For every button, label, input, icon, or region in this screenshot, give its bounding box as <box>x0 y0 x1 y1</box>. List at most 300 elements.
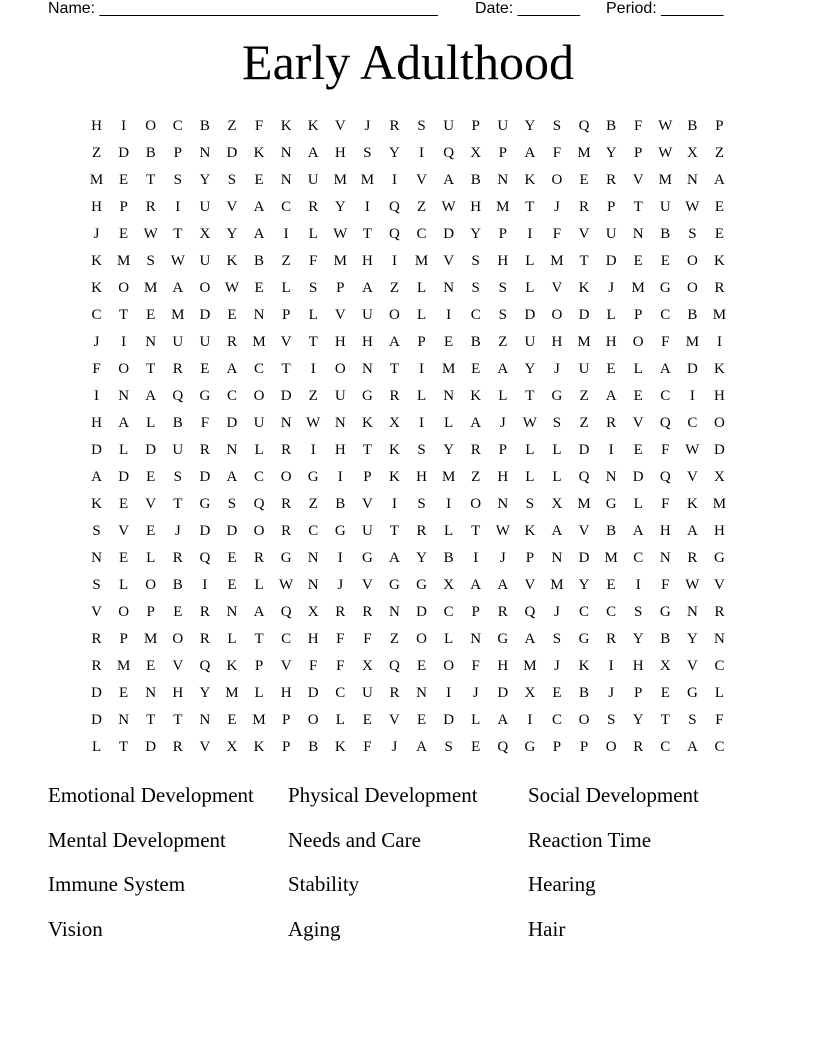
grid-letter: V <box>280 334 292 350</box>
grid-letter: B <box>660 631 671 647</box>
grid-letter: H <box>497 658 509 674</box>
grid-letter: H <box>361 253 373 269</box>
grid-letter: F <box>309 658 318 674</box>
grid-letter: Z <box>714 145 725 161</box>
grid-letter: E <box>227 577 237 593</box>
grid-letter: M <box>144 280 158 296</box>
grid-letter: H <box>307 631 319 647</box>
grid-letter: O <box>145 577 157 593</box>
grid-letter: D <box>145 442 157 458</box>
grid-letter: T <box>660 712 670 728</box>
grid-letter: A <box>361 280 373 296</box>
grid-letter: F <box>92 361 101 377</box>
grid-letter: H <box>91 199 102 215</box>
grid-letter: N <box>497 496 509 512</box>
grid-letter: F <box>552 145 562 161</box>
name-field: Name: ______________________________________ <box>48 0 438 17</box>
grid-letter: G <box>361 388 373 404</box>
grid-letter: S <box>417 442 426 458</box>
grid-letter: M <box>631 280 645 296</box>
grid-letter: A <box>497 712 509 728</box>
grid-letter: V <box>578 523 590 539</box>
grid-letter: L <box>146 550 156 566</box>
grid-letter: O <box>686 280 698 296</box>
grid-letter: R <box>91 658 102 674</box>
grid-letter: I <box>689 388 695 404</box>
grid-letter: W <box>522 415 537 431</box>
grid-letter: S <box>552 415 562 431</box>
grid-letter: M <box>550 577 564 593</box>
grid-letter: B <box>443 550 454 566</box>
grid-letter: R <box>606 415 617 431</box>
grid-letter: A <box>470 415 482 431</box>
grid-letter: L <box>552 442 562 458</box>
grid-letter: N <box>605 469 617 485</box>
grid-letter: D <box>145 739 157 755</box>
grid-letter: S <box>688 712 697 728</box>
grid-letter: C <box>335 685 346 701</box>
grid-letter: A <box>524 631 536 647</box>
grid-letter: A <box>605 388 617 404</box>
grid-letter: M <box>550 253 564 269</box>
grid-letter: P <box>254 658 264 674</box>
grid-letter: E <box>416 658 427 674</box>
grid-letter: M <box>252 712 266 728</box>
grid-letter: F <box>363 631 372 647</box>
grid-letter: N <box>280 172 292 188</box>
grid-letter: F <box>661 577 670 593</box>
grid-letter: J <box>499 415 506 431</box>
grid-letter: O <box>714 415 725 431</box>
grid-letter: L <box>498 388 508 404</box>
grid-letter: H <box>632 658 644 674</box>
grid-letter: I <box>337 550 343 566</box>
word-list-item: Immune System <box>48 872 186 896</box>
grid-letter: Z <box>471 469 481 485</box>
page-title: Early Adulthood <box>242 34 574 90</box>
grid-letter: S <box>309 280 318 296</box>
grid-letter: G <box>199 388 211 404</box>
grid-letter: A <box>253 199 265 215</box>
grid-letter: G <box>686 685 698 701</box>
word-list-item: Hair <box>528 916 566 941</box>
grid-letter: G <box>361 550 373 566</box>
grid-letter: J <box>391 739 398 755</box>
grid-letter: V <box>686 658 698 674</box>
grid-letter: S <box>417 118 426 134</box>
grid-letter: M <box>360 172 375 188</box>
grid-letter: R <box>714 280 725 296</box>
grid-letter: S <box>525 496 535 512</box>
grid-letter: T <box>254 631 264 647</box>
grid-letter: R <box>281 496 292 512</box>
grid-letter: S <box>363 145 372 161</box>
grid-letter: G <box>280 550 292 566</box>
grid-letter: X <box>443 577 455 593</box>
grid-letter: A <box>389 550 400 566</box>
grid-letter: I <box>608 442 614 458</box>
grid-letter: D <box>686 361 698 377</box>
grid-letter: V <box>361 496 373 512</box>
grid-letter: W <box>143 226 158 242</box>
grid-letter: F <box>336 631 345 647</box>
grid-letter: K <box>253 145 265 161</box>
grid-letter: C <box>470 307 481 323</box>
grid-letter: P <box>552 739 562 755</box>
grid-letter: F <box>634 118 643 134</box>
grid-letter: D <box>578 442 590 458</box>
grid-letter: I <box>175 199 181 215</box>
grid-letter: O <box>118 361 130 377</box>
grid-letter: U <box>578 361 590 377</box>
grid-letter: J <box>337 577 344 593</box>
grid-letter: N <box>280 145 292 161</box>
grid-letter: L <box>254 442 264 458</box>
grid-letter: B <box>687 307 698 323</box>
grid-letter: X <box>714 469 725 485</box>
grid-letter: R <box>91 631 102 647</box>
grid-letter: E <box>416 712 427 728</box>
grid-letter: V <box>280 658 292 674</box>
grid-letter: P <box>119 631 128 647</box>
grid-letter: S <box>552 118 562 134</box>
grid-letter: V <box>145 496 157 512</box>
grid-letter: V <box>334 118 346 134</box>
grid-letter: V <box>443 253 455 269</box>
grid-letter: E <box>444 334 454 350</box>
word-list <box>48 780 768 958</box>
grid-letter: R <box>308 199 319 215</box>
grid-letter: E <box>606 361 616 377</box>
grid-letter: F <box>336 658 345 674</box>
grid-letter: Z <box>389 280 400 296</box>
grid-letter: C <box>579 604 590 620</box>
grid-letter: U <box>361 307 373 323</box>
grid-letter: Q <box>578 118 590 134</box>
grid-letter: C <box>308 523 319 539</box>
grid-letter: F <box>200 415 210 431</box>
grid-letter: M <box>712 307 727 323</box>
grid-letter: L <box>254 577 264 593</box>
grid-letter: A <box>118 415 130 431</box>
grid-letter: A <box>253 226 265 242</box>
grid-letter: U <box>307 172 319 188</box>
grid-letter: T <box>362 442 372 458</box>
grid-letter: R <box>389 388 400 404</box>
grid-letter: R <box>389 118 400 134</box>
grid-letter: H <box>334 334 346 350</box>
grid-letter: L <box>444 415 454 431</box>
grid-letter: J <box>93 226 100 242</box>
grid-letter: R <box>497 604 508 620</box>
grid-letter: Z <box>91 145 102 161</box>
grid-letter: P <box>363 469 372 485</box>
grid-letter: M <box>116 658 131 674</box>
grid-letter: G <box>334 523 346 539</box>
grid-letter: R <box>172 550 183 566</box>
grid-letter: C <box>606 604 617 620</box>
grid-letter: E <box>471 739 481 755</box>
grid-letter: I <box>446 685 452 701</box>
grid-letter: F <box>471 658 480 674</box>
grid-letter: V <box>524 577 536 593</box>
grid-letter: V <box>226 199 238 215</box>
grid-letter: R <box>389 685 400 701</box>
grid-letter: B <box>308 739 319 755</box>
grid-letter: O <box>389 307 400 323</box>
grid-letter: P <box>471 118 480 134</box>
grid-letter: A <box>226 469 238 485</box>
grid-letter: S <box>606 712 616 728</box>
grid-letter: W <box>685 199 700 215</box>
grid-letter: C <box>91 307 102 323</box>
grid-letter: Z <box>308 496 318 512</box>
grid-letter: P <box>606 199 616 215</box>
grid-letter: N <box>145 334 157 350</box>
grid-letter: C <box>254 361 265 377</box>
grid-letter: S <box>552 631 562 647</box>
grid-letter: J <box>554 604 560 620</box>
grid-letter: P <box>173 145 182 161</box>
grid-letter: O <box>686 253 698 269</box>
grid-letter: U <box>199 253 211 269</box>
grid-letter: K <box>307 118 319 134</box>
grid-letter: I <box>419 145 425 161</box>
grid-letter: Y <box>524 118 536 134</box>
grid-letter: L <box>335 712 345 728</box>
grid-letter: K <box>389 469 400 485</box>
grid-letter: T <box>146 172 156 188</box>
grid-letter: K <box>714 361 725 377</box>
grid-letter: N <box>334 415 346 431</box>
grid-letter: T <box>525 388 535 404</box>
grid-letter: R <box>416 523 427 539</box>
grid-letter: Q <box>253 496 265 512</box>
grid-letter: Q <box>172 388 184 404</box>
grid-letter: S <box>173 469 182 485</box>
grid-letter: D <box>578 550 590 566</box>
grid-letter: E <box>146 658 156 674</box>
grid-letter: B <box>579 685 590 701</box>
grid-letter: Q <box>199 550 211 566</box>
grid-letter: G <box>659 280 671 296</box>
grid-letter: D <box>118 145 130 161</box>
grid-letter: N <box>307 550 319 566</box>
grid-letter: D <box>91 712 102 728</box>
grid-letter: Y <box>470 226 482 242</box>
grid-letter: E <box>714 199 725 215</box>
grid-letter: R <box>199 631 210 647</box>
grid-letter: A <box>497 577 509 593</box>
grid-letter: I <box>310 442 316 458</box>
grid-letter: V <box>632 415 644 431</box>
grid-letter: G <box>416 577 427 593</box>
grid-letter: D <box>416 604 427 620</box>
grid-letter: E <box>606 577 616 593</box>
grid-letter: A <box>714 172 725 188</box>
grid-letter: A <box>172 280 184 296</box>
grid-letter: T <box>389 361 400 377</box>
grid-letter: N <box>416 685 427 701</box>
grid-letter: K <box>334 739 346 755</box>
grid-letter: P <box>634 145 643 161</box>
grid-letter: P <box>715 118 724 134</box>
grid-letter: N <box>632 226 644 242</box>
grid-letter: B <box>660 226 671 242</box>
grid-letter: D <box>443 226 455 242</box>
grid-letter: E <box>119 685 129 701</box>
grid-letter: F <box>661 334 670 350</box>
grid-letter: E <box>254 172 264 188</box>
grid-letter: D <box>605 253 617 269</box>
grid-letter: K <box>226 658 238 674</box>
grid-letter: E <box>471 361 481 377</box>
grid-letter: H <box>497 469 509 485</box>
grid-letter: H <box>714 388 725 404</box>
grid-letter: B <box>606 118 617 134</box>
grid-letter: I <box>202 577 208 593</box>
word-list-item: Emotional Development <box>48 783 254 807</box>
grid-letter: A <box>307 145 319 161</box>
grid-letter: M <box>577 334 591 350</box>
grid-letter: O <box>172 631 184 647</box>
grid-letter: W <box>685 442 700 458</box>
grid-letter: L <box>606 307 616 323</box>
grid-letter: D <box>307 685 319 701</box>
grid-letter: D <box>118 469 130 485</box>
grid-letter: F <box>661 442 670 458</box>
grid-letter: R <box>199 604 210 620</box>
grid-letter: Q <box>659 415 671 431</box>
grid-letter: S <box>688 226 697 242</box>
grid-letter: I <box>391 496 397 512</box>
grid-letter: J <box>93 334 100 350</box>
grid-letter: B <box>687 118 698 134</box>
grid-letter: I <box>364 199 370 215</box>
grid-letter: B <box>172 577 183 593</box>
grid-letter: D <box>443 712 455 728</box>
grid-letter: T <box>281 361 291 377</box>
grid-letter: X <box>686 145 698 161</box>
grid-letter: Z <box>498 334 508 350</box>
grid-letter: D <box>280 388 292 404</box>
grid-letter: T <box>389 523 400 539</box>
grid-letter: Z <box>389 631 400 647</box>
grid-letter: J <box>499 550 506 566</box>
grid-letter: C <box>551 712 562 728</box>
grid-letter: D <box>497 685 509 701</box>
grid-letter: R <box>226 334 237 350</box>
grid-letter: C <box>660 307 671 323</box>
grid-letter: K <box>226 253 238 269</box>
grid-letter: H <box>91 118 102 134</box>
grid-letter: M <box>414 253 429 269</box>
grid-letter: N <box>551 550 563 566</box>
grid-letter: K <box>91 496 102 512</box>
grid-letter: Y <box>226 226 238 242</box>
grid-letter: K <box>524 523 536 539</box>
grid-letter: X <box>659 658 671 674</box>
grid-letter: L <box>525 253 535 269</box>
grid-letter: Y <box>632 631 644 647</box>
grid-letter: X <box>551 496 563 512</box>
grid-letter: L <box>714 685 725 701</box>
grid-letter: J <box>174 523 181 539</box>
grid-letter: X <box>524 685 536 701</box>
grid-letter: E <box>227 307 237 323</box>
grid-letter: N <box>443 388 455 404</box>
grid-letter: V <box>91 604 102 620</box>
grid-letter: M <box>225 685 239 701</box>
grid-letter: P <box>471 604 480 620</box>
grid-letter: P <box>634 685 643 701</box>
grid-letter: D <box>91 685 102 701</box>
grid-letter: R <box>145 199 156 215</box>
grid-letter: S <box>227 496 237 512</box>
grid-letter: N <box>307 577 319 593</box>
grid-letter: S <box>498 280 507 296</box>
grid-letter: R <box>633 739 644 755</box>
grid-letter: P <box>336 280 345 296</box>
grid-letter: K <box>686 496 698 512</box>
grid-letter: W <box>495 523 510 539</box>
grid-letter: S <box>92 577 101 593</box>
grid-letter: G <box>524 739 536 755</box>
grid-letter: N <box>686 604 698 620</box>
grid-letter: D <box>714 442 725 458</box>
grid-letter: Z <box>308 388 318 404</box>
grid-letter: E <box>119 172 129 188</box>
grid-letter: U <box>172 442 184 458</box>
grid-letter: V <box>172 658 184 674</box>
grid-letter: I <box>121 334 127 350</box>
grid-letter: K <box>524 172 536 188</box>
grid-letter: U <box>443 118 455 134</box>
grid-letter: C <box>633 550 644 566</box>
grid-letter: T <box>146 361 156 377</box>
grid-letter: Y <box>443 442 455 458</box>
grid-letter: D <box>632 469 644 485</box>
grid-letter: S <box>146 253 155 269</box>
grid-letter: W <box>224 280 240 296</box>
grid-letter: Y <box>199 172 211 188</box>
grid-letter: L <box>227 631 237 647</box>
grid-letter: L <box>444 631 454 647</box>
grid-letter: Y <box>334 199 346 215</box>
grid-letter: F <box>254 118 264 134</box>
grid-letter: O <box>118 280 130 296</box>
grid-letter: L <box>119 442 129 458</box>
grid-letter: Q <box>280 604 292 620</box>
grid-letter: I <box>446 496 452 512</box>
grid-letter: C <box>416 226 427 242</box>
grid-letter: N <box>226 604 238 620</box>
grid-letter: U <box>524 334 536 350</box>
grid-letter: W <box>333 226 348 242</box>
date-field: Date: _______ <box>475 0 580 17</box>
grid-letter: A <box>91 469 102 485</box>
grid-letter: P <box>281 739 291 755</box>
grid-letter: J <box>608 280 615 296</box>
grid-letter: B <box>335 496 346 512</box>
grid-letter: M <box>577 145 591 161</box>
grid-letter: O <box>416 631 427 647</box>
grid-letter: E <box>660 253 670 269</box>
grid-letter: J <box>608 685 615 701</box>
grid-letter: H <box>551 334 563 350</box>
grid-letter: J <box>472 685 479 701</box>
grid-letter: R <box>254 550 265 566</box>
